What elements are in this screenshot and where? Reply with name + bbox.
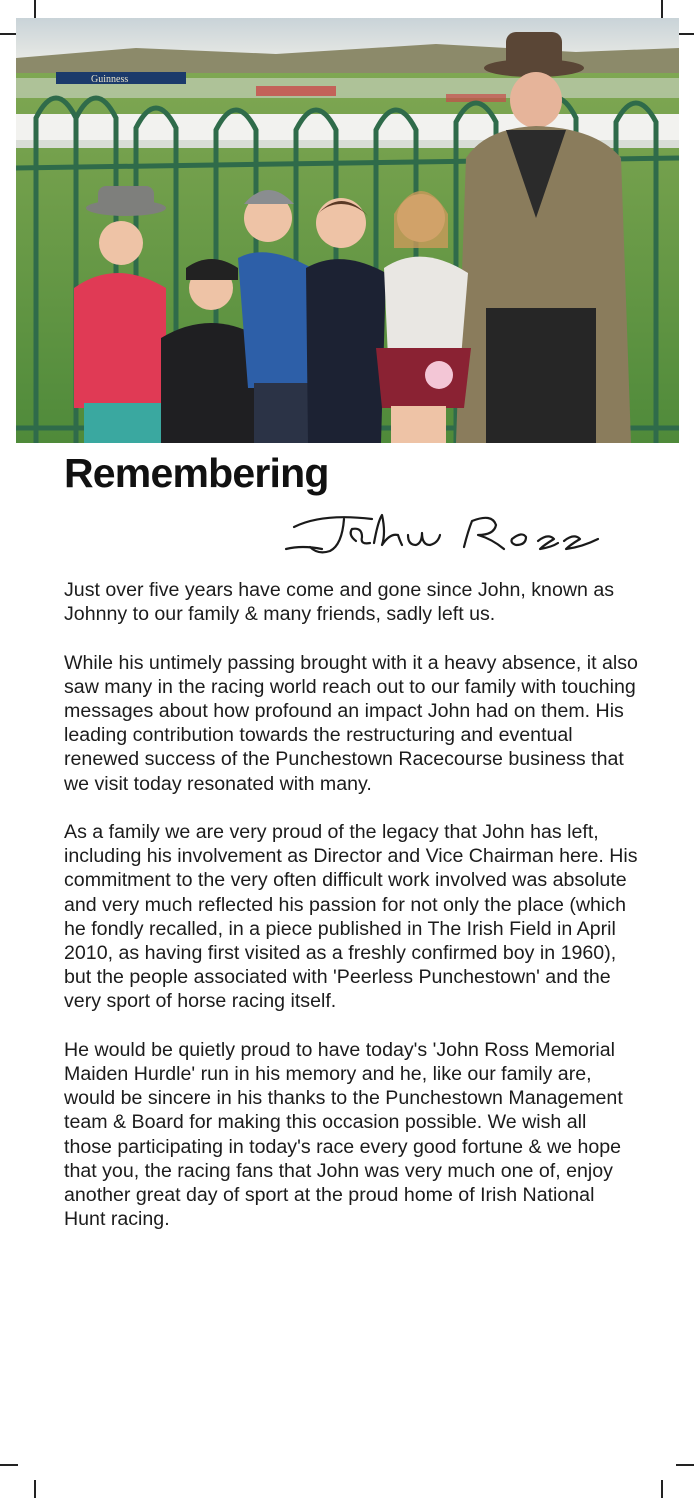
sponsor-sign (56, 72, 186, 85)
paragraph: While his untimely passing brought with it a heavy absence, it also saw many in the racing world reach out to our family with touching messages about how profound an impact John had on them. His leading contribution towards the restructuring and eventual renewed success of the Punchestown Racecourse business that we visit today resonated with many. (64, 651, 638, 795)
crop-mark (0, 1464, 18, 1466)
crop-mark (676, 1464, 694, 1466)
article-body (64, 578, 639, 1256)
paragraph: Just over five years have come and gone since John, known as Johnny to our family & many friends, sadly left us. (64, 579, 615, 626)
svg-text:Guinness: Guinness (91, 74, 129, 85)
crop-mark (661, 1480, 663, 1498)
crop-mark (34, 1480, 36, 1498)
john-ross-signature (282, 505, 602, 565)
crop-mark (661, 0, 663, 18)
page-title: Remembering (64, 450, 329, 496)
crop-mark (34, 0, 36, 18)
paragraph: He would be quietly proud to have today's 'John Ross Memorial Maiden Hurdle' run in his memory and he, like our family are, would be sincere in his thanks to the Punchestown Management team & Board for making this occasion possible. We wish all those participating in today's race every good fortune & we hope that you, the racing fans that John was very much one of, enjoy another great day of sport at the proud home of Irish National Hunt racing. (64, 1038, 623, 1231)
paragraph: As a family we are very proud of the legacy that John has left, including his involvement as Director and Vice Chairman here. His commitment to the very often difficult work involved was absolute and very much reflected his passion for not only the place (which he fondly recalled, in a piece published in The Irish Field in April 2010, as having first visited as a freshly confirmed boy in 1960), but the people associated with 'Peerless Punchestown' and the very sport of horse racing itself. (64, 821, 638, 1013)
family-photo (16, 18, 679, 443)
